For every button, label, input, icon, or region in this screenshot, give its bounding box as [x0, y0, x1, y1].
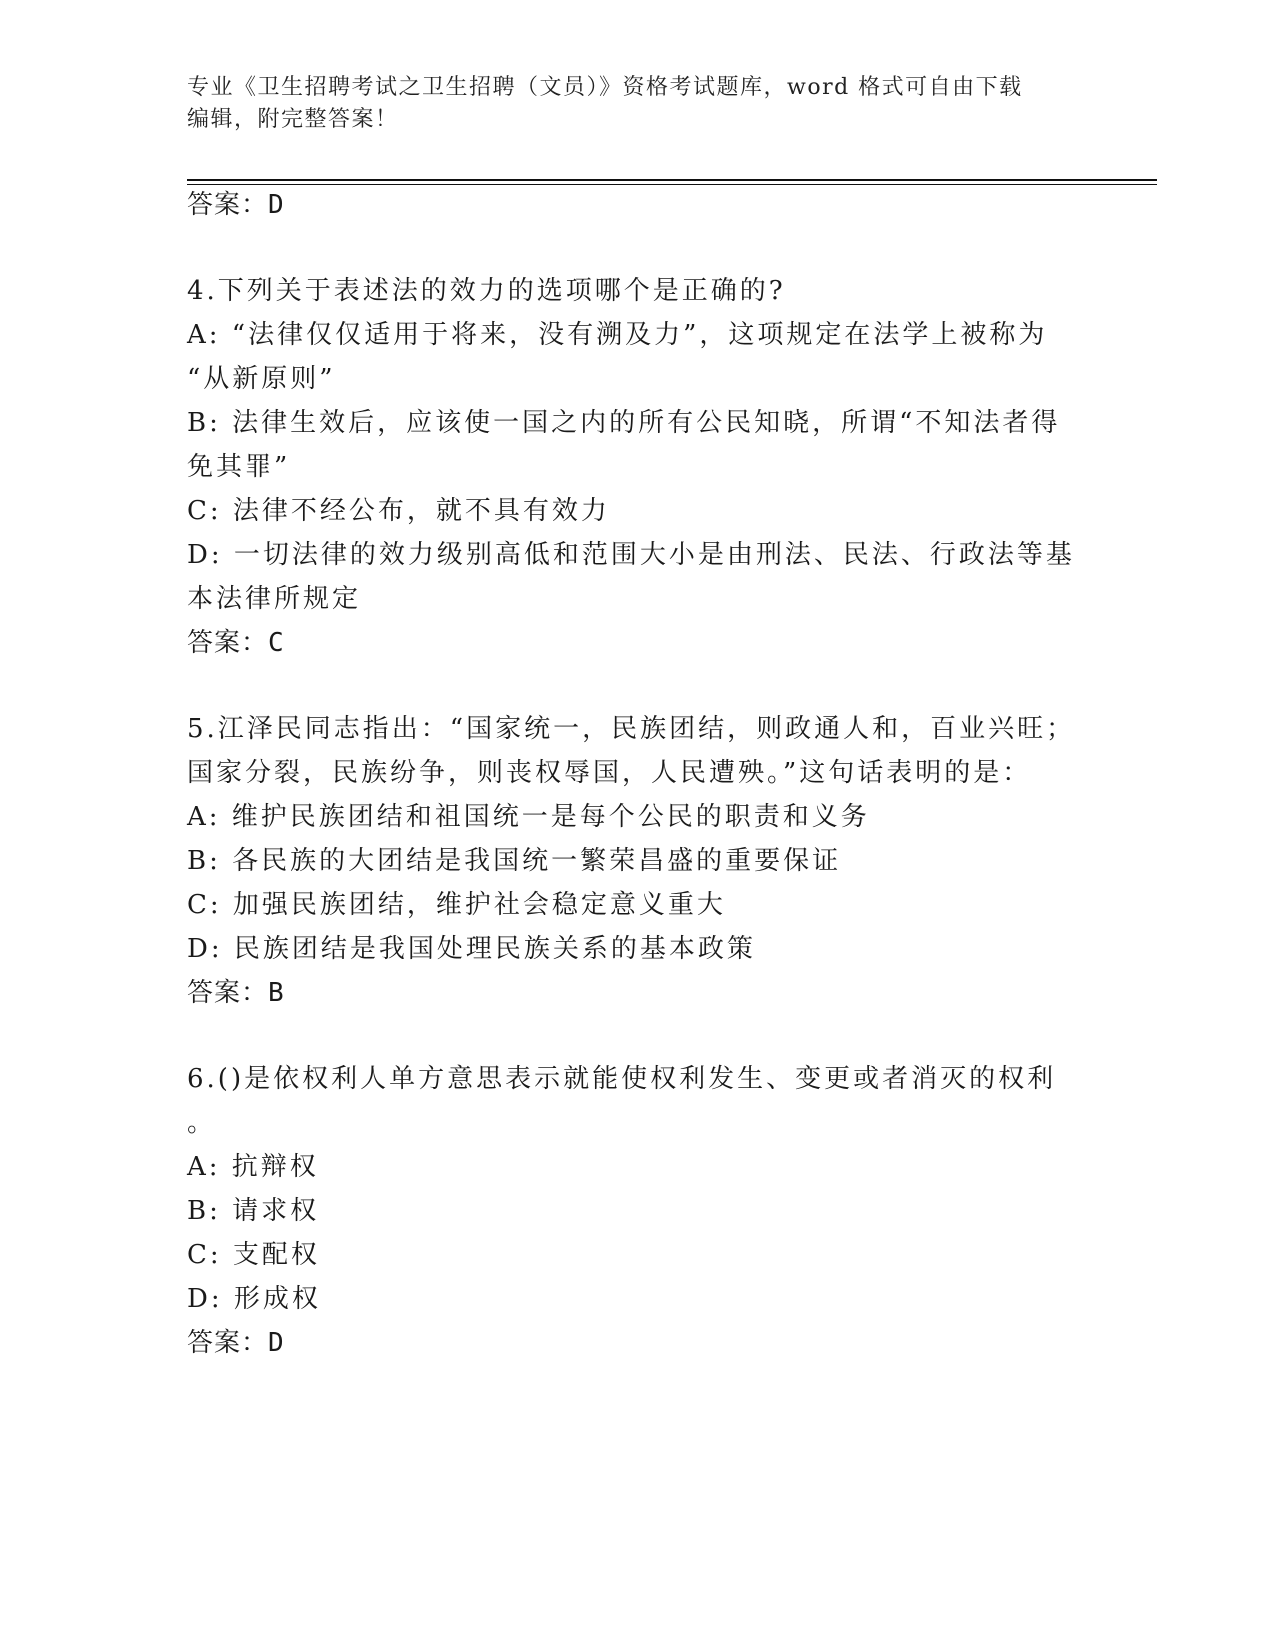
question-5-option-b: B: 各民族的大团结是我国统一繁荣昌盛的重要保证: [187, 846, 842, 876]
question-5-option-c: C: 加强民族团结，维护社会稳定意义重大: [187, 890, 726, 920]
question-6-answer: 答案：D: [187, 1328, 285, 1358]
question-4-option-b: B: 法律生效后，应该使一国之内的所有公民知晓，所谓“不知法者得: [187, 408, 1061, 438]
question-5-stem: 5.江泽民同志指出：“国家统一，民族团结，则政通人和，百业兴旺；: [187, 714, 1076, 744]
question-4-option-a-cont: “从新原则”: [187, 364, 336, 394]
question-5-answer: 答案：B: [187, 978, 285, 1008]
document-header: [187, 72, 1067, 136]
question-4-option-a: A: “法律仅仅适用于将来，没有溯及力”，这项规定在法学上被称为: [187, 320, 1048, 350]
question-4-answer: 答案：C: [187, 628, 285, 658]
question-5-option-a: A: 维护民族团结和祖国统一是每个公民的职责和义务: [187, 802, 870, 832]
question-4-option-c: C: 法律不经公布，就不具有效力: [187, 496, 610, 526]
question-6-option-a: A: 抗辩权: [187, 1152, 319, 1182]
header-rule-thick: [187, 179, 1157, 181]
question-6-option-d: D: 形成权: [187, 1284, 321, 1314]
question-6-stem-cont: 。: [187, 1108, 217, 1138]
question-6-option-c: C: 支配权: [187, 1240, 320, 1270]
answer-top: 答案：D: [187, 190, 285, 220]
question-4-option-d-cont: 本法律所规定: [187, 584, 362, 614]
header-line-2: 编辑，附完整答案！: [187, 107, 399, 132]
question-5-option-d: D: 民族团结是我国处理民族关系的基本政策: [187, 934, 756, 964]
question-5-stem-cont: 国家分裂，民族纷争，则丧权辱国，人民遭殃。”这句话表明的是：: [187, 758, 1032, 788]
question-4-stem: 4.下列关于表述法的效力的选项哪个是正确的?: [187, 276, 786, 306]
header-line-1: 专业《卫生招聘考试之卫生招聘（文员）》资格考试题库，word 格式可自由下载: [187, 75, 1023, 100]
question-4-option-b-cont: 免其罪”: [187, 452, 291, 482]
question-4-option-d: D: 一切法律的效力级别高低和范围大小是由刑法、民法、行政法等基: [187, 540, 1075, 570]
question-6-option-b: B: 请求权: [187, 1196, 320, 1226]
question-6-stem: 6.()是依权利人单方意思表示就能使权利发生、变更或者消灭的权利: [187, 1064, 1057, 1094]
